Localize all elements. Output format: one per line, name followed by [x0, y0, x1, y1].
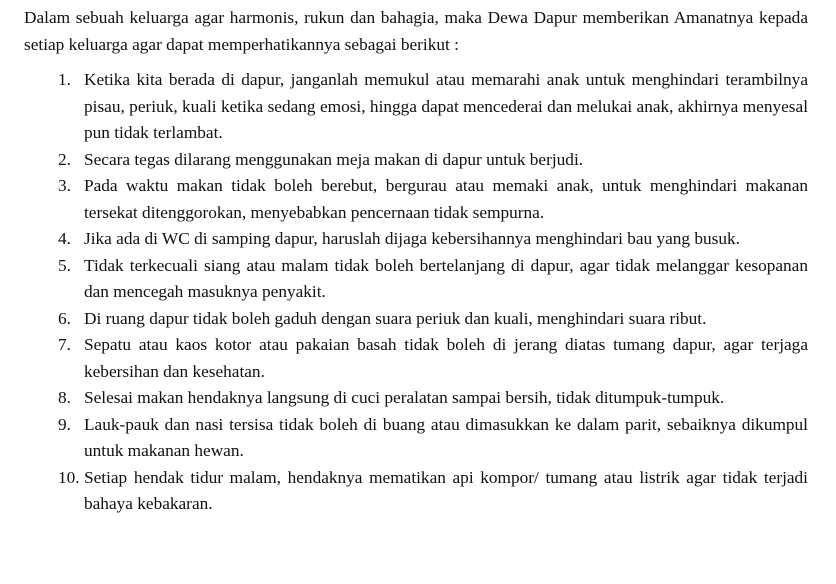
list-item	[24, 226, 808, 253]
rules-list	[24, 67, 808, 518]
item-text: Setiap hendak tidur malam, hendaknya mematikan api kompor/ tumang atau listrik agar tidak terjadi bahaya kebakaran.	[84, 467, 808, 513]
list-item	[24, 253, 808, 306]
item-text: Ketika kita berada di dapur, janganlah memukul atau memarahi anak untuk menghindari terambilnya pisau, periuk, kuali ketika sedang emosi, hingga dapat mencederai dan melukai anak, akhirnya menyesal pun tidak terlambat.	[84, 70, 808, 142]
item-number: 5.	[58, 255, 71, 275]
list-item	[24, 385, 808, 412]
list-item	[24, 332, 808, 385]
list-item	[24, 465, 808, 518]
item-number: 9.	[58, 414, 71, 434]
item-text: Jika ada di WC di samping dapur, haruslah dijaga kebersihannya menghindari bau yang busuk.	[84, 229, 740, 248]
item-number: 10.	[58, 467, 80, 487]
item-number: 7.	[58, 335, 71, 354]
list-item	[24, 412, 808, 465]
list-item	[24, 306, 808, 333]
list-item	[24, 173, 808, 226]
item-number: 6.	[58, 308, 71, 328]
item-number: 3.	[58, 176, 71, 195]
item-number: 4.	[58, 229, 71, 248]
item-text: Pada waktu makan tidak boleh berebut, bergurau atau memaki anak, untuk menghindari makanan tersekat ditenggorokan, menyebabkan pencernaan tidak sempurna.	[84, 176, 808, 222]
item-text: Selesai makan hendaknya langsung di cuci peralatan sampai bersih, tidak ditumpuk-tumpuk.	[84, 388, 725, 407]
item-text: Secara tegas dilarang menggunakan meja makan di dapur untuk berjudi.	[84, 149, 584, 169]
item-text: Lauk-pauk dan nasi tersisa tidak boleh di buang atau dimasukkan ke dalam parit, sebaiknya dikumpul untuk makanan hewan.	[84, 414, 808, 460]
item-text: Sepatu atau kaos kotor atau pakaian basah tidak boleh di jerang diatas tumang dapur, agar terjaga kebersihan dan kesehatan.	[84, 335, 808, 381]
intro-paragraph: Dalam sebuah keluarga agar harmonis, rukun dan bahagia, maka Dewa Dapur memberikan Amanatnya kepada setiap keluarga agar dapat memperhatikannya sebagai berikut :	[24, 8, 808, 54]
item-number: 2.	[58, 149, 71, 169]
item-text: Tidak terkecuali siang atau malam tidak boleh bertelanjang di dapur, agar tidak melanggar kesopanan dan mencegah masuknya penyakit.	[84, 255, 808, 301]
item-number: 1.	[58, 70, 71, 89]
item-text: Di ruang dapur tidak boleh gaduh dengan suara periuk dan kuali, menghindari suara ribut.	[84, 308, 707, 328]
item-number: 8.	[58, 388, 71, 407]
list-item	[24, 147, 808, 174]
list-item	[24, 67, 808, 147]
